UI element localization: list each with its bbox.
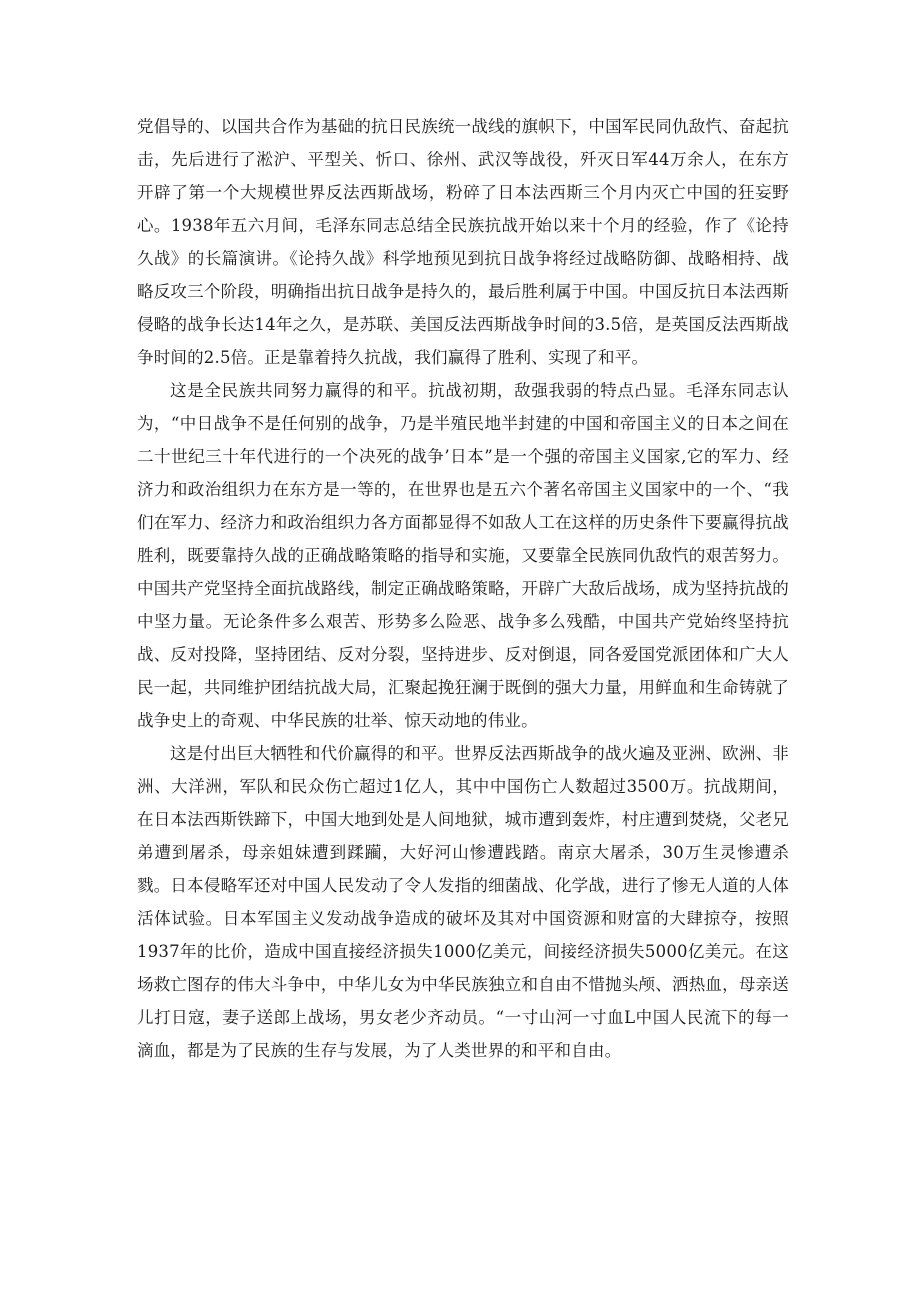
- paragraph-1: 党倡导的、以国共合作为基础的抗日民族统一战线的旗帜下，中国军民同仇敌忾、奋起抗击，先后进行了淞沪、平型关、忻口、徐州、武汉等战役，歼灭日军44万余人，在东方开辟了第一个大规模世界反法西斯战场，粉碎了日本法西斯三个月内灭亡中国的狂妄野心。1938年五六月间，毛泽东同志总结全民族抗战开始以来十个月的经验，作了《论持久战》的长篇演讲。《论持久战》科学地预见到抗日战争将经过战略防御、战略相持、战略反攻三个阶段，明确指出抗日战争是持久的，最后胜利属于中国。中国反抗日本法西斯侵略的战争长达14年之久，是苏联、美国反法西斯战争时间的3.5倍，是英国反法西斯战争时间的2.5倍。正是靠着持久抗战，我们赢得了胜利、实现了和平。: [137, 117, 789, 367]
- paragraph-2: 这是全民族共同努力赢得的和平。抗战初期，敌强我弱的特点凸显。毛泽东同志认为，“中日战争不是任何别的战争，乃是半殖民地半封建的中国和帝国主义的日本之间在二十世纪三十年代进行的一个决死的战争’日本”是一个强的帝国主义国家,它的军力、经济力和政治组织力在东方是一等的，在世界也是五六个著名帝国主义国家中的一个、“我们在军力、经济力和政治组织力各方面都显得不如敌人工在这样的历史条件下要赢得抗战胜利，既要靠持久战的正确战略策略的指导和实施，又要靠全民族同仇敌忾的艰苦努力。中国共产党坚持全面抗战路线，制定正确战略策略，开辟广大敌后战场，成为坚持抗战的中坚力量。无论条件多么艰苦、形势多么险恶、战争多么残酷，中国共产党始终坚持抗战、反对投降，坚持团结、反对分裂，坚持进步、反对倒退，同各爱国党派团体和广大人民一起，共同维护团结抗战大局，汇聚起挽狂澜于既倒的强大力量，用鲜血和生命铸就了战争史上的奇观、中华民族的壮举、惊天动地的伟业。: [137, 381, 789, 730]
- paragraph-3: 这是付出巨大牺牲和代价赢得的和平。世界反法西斯战争的战火遍及亚洲、欧洲、非洲、大洋洲，军队和民众伤亡超过1亿人，其中中国伤亡人数超过3500万。抗战期间，在日本法西斯铁蹄下，中国大地到处是人间地狱，城市遭到轰炸，村庄遭到焚烧，父老兄弟遭到屠杀，母亲姐妹遭到蹂躏，大好河山惨遭践踏。南京大屠杀，30万生灵惨遭杀戮。日本侵略军还对中国人民发动了令人发指的细菌战、化学战，进行了惨无人道的人体活体试验。日本军国主义发动战争造成的破坏及其对中国资源和财富的大肆掠夺，按照1937年的比价，造成中国直接经济损失1000亿美元，间接经济损失5000亿美元。在这场救亡图存的伟大斗争中，中华儿女为中华民族独立和自由不惜抛头颅、洒热血，母亲送儿打日寇，妻子送郎上战场，男女老少齐动员。“一寸山河一寸血L中国人民流下的每一滴血，都是为了民族的生存与发展，为了人类世界的和平和自由。: [137, 744, 789, 1060]
- document-body: [137, 110, 789, 1067]
